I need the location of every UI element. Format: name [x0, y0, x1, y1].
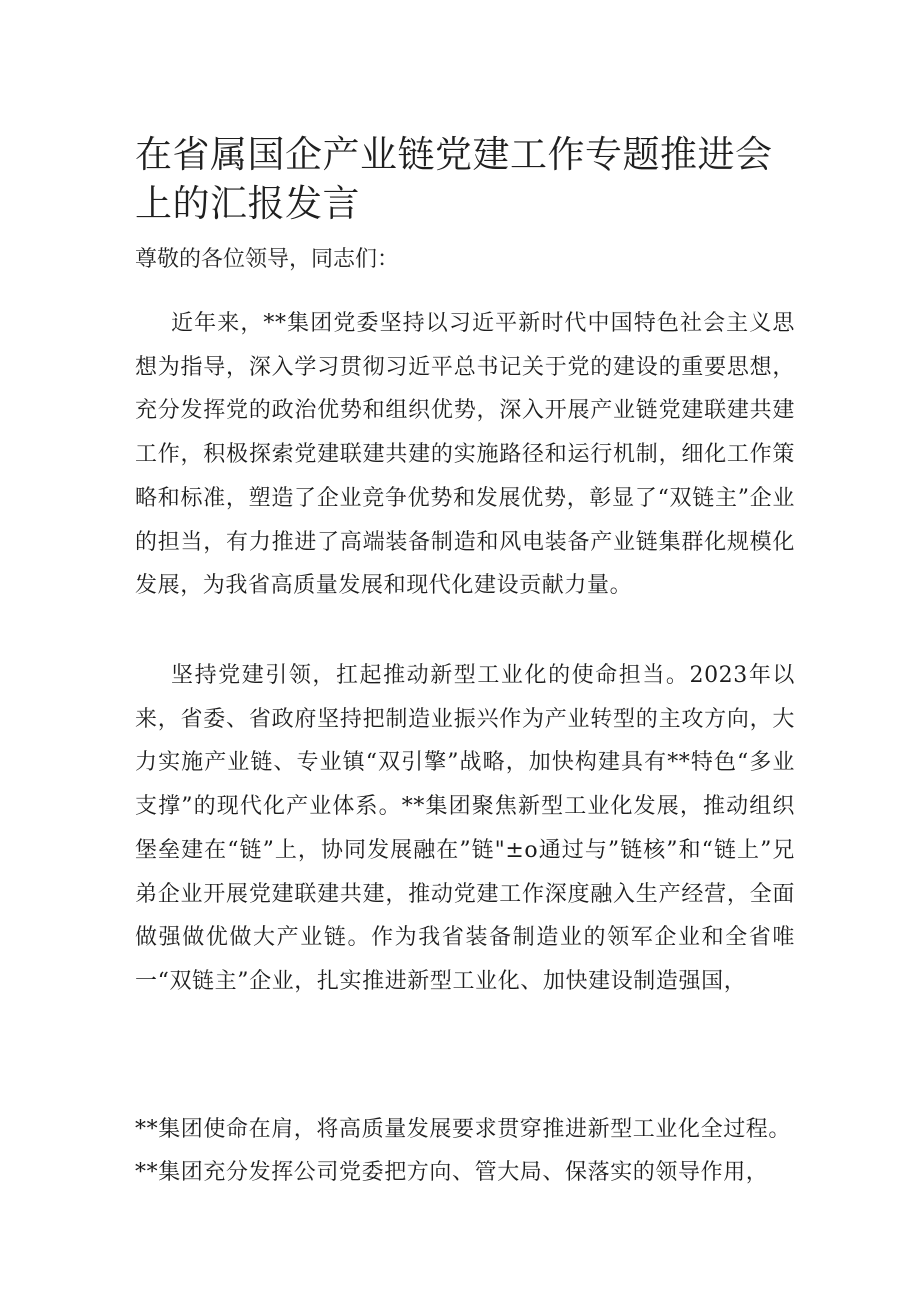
paragraph-party-leadership: 坚持党建引领，扛起推动新型工业化的使命担当。2023年以来，省委、省政府坚持把制造业振兴作为产业转型的主攻方向，大力实施产业链、专业镇“双引擎”战略，加快构建具有**特色“多业支撑”的现代化产业体系。**集团聚焦新型工业化发展，推动组织堡垒建在“链”上，协同发展融在”链"±o通过与”链核”和“链上”兄弟企业开展党建联建共建，推动党建工作深度融入生产经营，全面做强做优做大产业链。作为我省装备制造业的领军企业和全省唯一“双链主”企业，扎实推进新型工业化、加快建设制造强国， [135, 663, 795, 994]
paragraph-intro: 近年来，**集团党委坚持以习近平新时代中国特色社会主义思想为指导，深入学习贯彻习近平总书记关于党的建设的重要思想，充分发挥党的政治优势和组织优势，深入开展产业链党建联建共建工作，积极探索党建联建共建的实施路径和运行机制，细化工作策略和标准，塑造了企业竞争优势和发展优势，彰显了“双链主”企业的担当，有力推进了高端装备制造和风电装备产业链集群化规模化发展，为我省高质量发展和现代化建设贡献力量。 [135, 311, 795, 599]
paragraph-leadership-role: **集团充分发挥公司党委把方向、管大局、保落实的领导作用， [135, 1160, 769, 1185]
salutation: 尊敬的各位领导，同志们： [135, 247, 400, 272]
paragraph-mission: **集团使命在肩，将高质量发展要求贯穿推进新型工业化全过程。 [135, 1117, 792, 1142]
document-title: 在省属国企产业链党建工作专题推进会上的汇报发言 [135, 133, 773, 225]
